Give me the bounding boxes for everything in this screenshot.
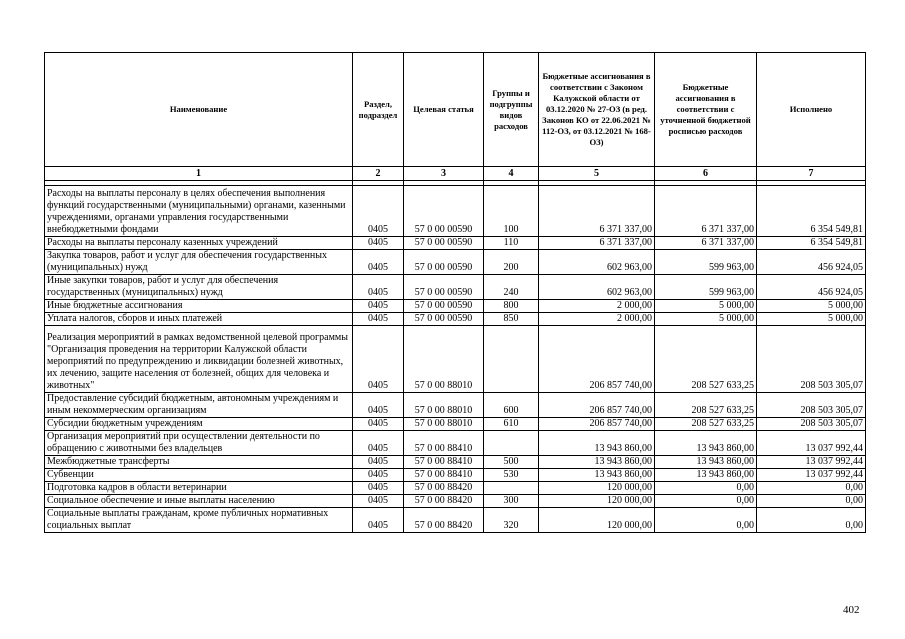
column-header-section: Раздел, подраздел xyxy=(353,53,404,167)
row-name: Межбюджетные трансферты xyxy=(45,456,353,469)
row-group: 320 xyxy=(484,508,539,533)
row-section: 0405 xyxy=(353,326,404,393)
row-section: 0405 xyxy=(353,186,404,237)
table-row xyxy=(45,313,866,326)
row-group: 530 xyxy=(484,469,539,482)
row-group: 100 xyxy=(484,186,539,237)
row-planned: 13 943 860,00 xyxy=(539,431,655,456)
row-planned: 602 963,00 xyxy=(539,250,655,275)
column-header-planned: Бюджетные ассигнования в соответствии с Законом Калужской области от 03.12.2020 № 27-ОЗ (в ред. Законов КО от 22.06.2021 № 112-ОЗ, от 03.12.2021 № 168-ОЗ) xyxy=(539,53,655,167)
row-planned: 13 943 860,00 xyxy=(539,469,655,482)
table-row xyxy=(45,418,866,431)
row-section: 0405 xyxy=(353,393,404,418)
row-planned: 6 371 337,00 xyxy=(539,237,655,250)
row-planned: 206 857 740,00 xyxy=(539,326,655,393)
row-section: 0405 xyxy=(353,300,404,313)
row-executed: 456 924,05 xyxy=(757,275,866,300)
row-refined: 0,00 xyxy=(655,482,757,495)
row-group: 240 xyxy=(484,275,539,300)
row-name: Социальные выплаты гражданам, кроме публичных нормативных социальных выплат xyxy=(45,508,353,533)
row-executed: 456 924,05 xyxy=(757,250,866,275)
row-target: 57 0 00 88410 xyxy=(404,431,484,456)
row-planned: 6 371 337,00 xyxy=(539,186,655,237)
row-planned: 206 857 740,00 xyxy=(539,393,655,418)
row-name: Субвенции xyxy=(45,469,353,482)
table-row xyxy=(45,393,866,418)
row-refined: 599 963,00 xyxy=(655,250,757,275)
row-target: 57 0 00 00590 xyxy=(404,300,484,313)
table-row xyxy=(45,508,866,533)
row-group xyxy=(484,326,539,393)
row-group: 500 xyxy=(484,456,539,469)
row-name: Подготовка кадров в области ветеринарии xyxy=(45,482,353,495)
row-group: 600 xyxy=(484,393,539,418)
row-refined: 208 527 633,25 xyxy=(655,393,757,418)
column-number: 4 xyxy=(484,167,539,181)
row-section: 0405 xyxy=(353,482,404,495)
row-target: 57 0 00 88010 xyxy=(404,326,484,393)
column-header-name: Наименование xyxy=(45,53,353,167)
table-row xyxy=(45,495,866,508)
column-header-group: Группы и подгруппы видов расходов xyxy=(484,53,539,167)
row-name: Расходы на выплаты персоналу казенных учреждений xyxy=(45,237,353,250)
row-target: 57 0 00 88010 xyxy=(404,418,484,431)
row-executed: 6 354 549,81 xyxy=(757,186,866,237)
row-executed: 0,00 xyxy=(757,495,866,508)
row-target: 57 0 00 88420 xyxy=(404,495,484,508)
row-planned: 206 857 740,00 xyxy=(539,418,655,431)
row-section: 0405 xyxy=(353,469,404,482)
column-number: 2 xyxy=(353,167,404,181)
table-row xyxy=(45,431,866,456)
row-planned: 602 963,00 xyxy=(539,275,655,300)
page-number: 402 xyxy=(843,604,860,616)
row-refined: 13 943 860,00 xyxy=(655,456,757,469)
row-section: 0405 xyxy=(353,495,404,508)
row-name: Иные бюджетные ассигнования xyxy=(45,300,353,313)
row-refined: 13 943 860,00 xyxy=(655,469,757,482)
table-row xyxy=(45,300,866,313)
row-group: 110 xyxy=(484,237,539,250)
column-number-row xyxy=(45,167,866,181)
table-row xyxy=(45,326,866,393)
row-name: Расходы на выплаты персоналу в целях обеспечения выполнения функций государственными (муниципальными) органами, казенными учреждениями, органами управления государственными внебюджетными фондами xyxy=(45,186,353,237)
row-refined: 0,00 xyxy=(655,508,757,533)
table-row xyxy=(45,275,866,300)
column-header-executed: Исполнено xyxy=(757,53,866,167)
table-row xyxy=(45,456,866,469)
row-planned: 13 943 860,00 xyxy=(539,456,655,469)
column-number: 6 xyxy=(655,167,757,181)
row-executed: 6 354 549,81 xyxy=(757,237,866,250)
row-target: 57 0 00 00590 xyxy=(404,250,484,275)
row-refined: 5 000,00 xyxy=(655,300,757,313)
row-target: 57 0 00 88010 xyxy=(404,393,484,418)
row-planned: 120 000,00 xyxy=(539,482,655,495)
row-executed: 208 503 305,07 xyxy=(757,393,866,418)
row-executed: 208 503 305,07 xyxy=(757,326,866,393)
row-executed: 13 037 992,44 xyxy=(757,456,866,469)
row-name: Социальное обеспечение и иные выплаты населению xyxy=(45,495,353,508)
row-refined: 599 963,00 xyxy=(655,275,757,300)
row-executed: 5 000,00 xyxy=(757,300,866,313)
row-planned: 120 000,00 xyxy=(539,508,655,533)
table-row xyxy=(45,237,866,250)
row-executed: 13 037 992,44 xyxy=(757,431,866,456)
row-section: 0405 xyxy=(353,508,404,533)
row-name: Субсидии бюджетным учреждениям xyxy=(45,418,353,431)
row-group xyxy=(484,482,539,495)
row-executed: 0,00 xyxy=(757,482,866,495)
row-name: Уплата налогов, сборов и иных платежей xyxy=(45,313,353,326)
column-number: 3 xyxy=(404,167,484,181)
row-section: 0405 xyxy=(353,275,404,300)
row-name: Реализация мероприятий в рамках ведомственной целевой программы "Организация проведения на территории Калужской области мероприятий по предупреждению и ликвидации болезней животных, их лечению, защите населения от болезней, общих для человека и животных" xyxy=(45,326,353,393)
row-executed: 208 503 305,07 xyxy=(757,418,866,431)
table-row xyxy=(45,186,866,237)
row-planned: 2 000,00 xyxy=(539,313,655,326)
table-row xyxy=(45,469,866,482)
row-refined: 5 000,00 xyxy=(655,313,757,326)
row-refined: 0,00 xyxy=(655,495,757,508)
row-section: 0405 xyxy=(353,456,404,469)
table-row xyxy=(45,482,866,495)
row-section: 0405 xyxy=(353,237,404,250)
row-planned: 2 000,00 xyxy=(539,300,655,313)
row-target: 57 0 00 88410 xyxy=(404,456,484,469)
column-header-refined: Бюджетные ассигнования в соответствии с уточненной бюджетной росписью расходов xyxy=(655,53,757,167)
row-target: 57 0 00 00590 xyxy=(404,275,484,300)
column-header-target: Целевая статья xyxy=(404,53,484,167)
row-name: Иные закупки товаров, работ и услуг для обеспечения государственных (муниципальных) нужд xyxy=(45,275,353,300)
row-group: 850 xyxy=(484,313,539,326)
row-target: 57 0 00 88420 xyxy=(404,482,484,495)
row-refined: 6 371 337,00 xyxy=(655,186,757,237)
row-section: 0405 xyxy=(353,418,404,431)
row-group: 200 xyxy=(484,250,539,275)
row-group xyxy=(484,431,539,456)
row-executed: 5 000,00 xyxy=(757,313,866,326)
column-number: 7 xyxy=(757,167,866,181)
row-refined: 208 527 633,25 xyxy=(655,418,757,431)
table-header-row xyxy=(45,53,866,167)
row-target: 57 0 00 88410 xyxy=(404,469,484,482)
column-number: 1 xyxy=(45,167,353,181)
row-planned: 120 000,00 xyxy=(539,495,655,508)
row-refined: 6 371 337,00 xyxy=(655,237,757,250)
row-name: Закупка товаров, работ и услуг для обеспечения государственных (муниципальных) нужд xyxy=(45,250,353,275)
row-name: Предоставление субсидий бюджетным, автономным учреждениям и иным некоммерческим организациям xyxy=(45,393,353,418)
row-section: 0405 xyxy=(353,250,404,275)
row-group: 610 xyxy=(484,418,539,431)
table-row xyxy=(45,250,866,275)
row-group: 300 xyxy=(484,495,539,508)
row-group: 800 xyxy=(484,300,539,313)
column-number: 5 xyxy=(539,167,655,181)
row-target: 57 0 00 00590 xyxy=(404,237,484,250)
row-refined: 208 527 633,25 xyxy=(655,326,757,393)
row-target: 57 0 00 00590 xyxy=(404,186,484,237)
row-name: Организация мероприятий при осуществлении деятельности по обращению с животными без владельцев xyxy=(45,431,353,456)
row-executed: 13 037 992,44 xyxy=(757,469,866,482)
row-target: 57 0 00 88420 xyxy=(404,508,484,533)
row-section: 0405 xyxy=(353,313,404,326)
row-refined: 13 943 860,00 xyxy=(655,431,757,456)
row-executed: 0,00 xyxy=(757,508,866,533)
row-section: 0405 xyxy=(353,431,404,456)
row-target: 57 0 00 00590 xyxy=(404,313,484,326)
budget-table xyxy=(44,52,866,533)
